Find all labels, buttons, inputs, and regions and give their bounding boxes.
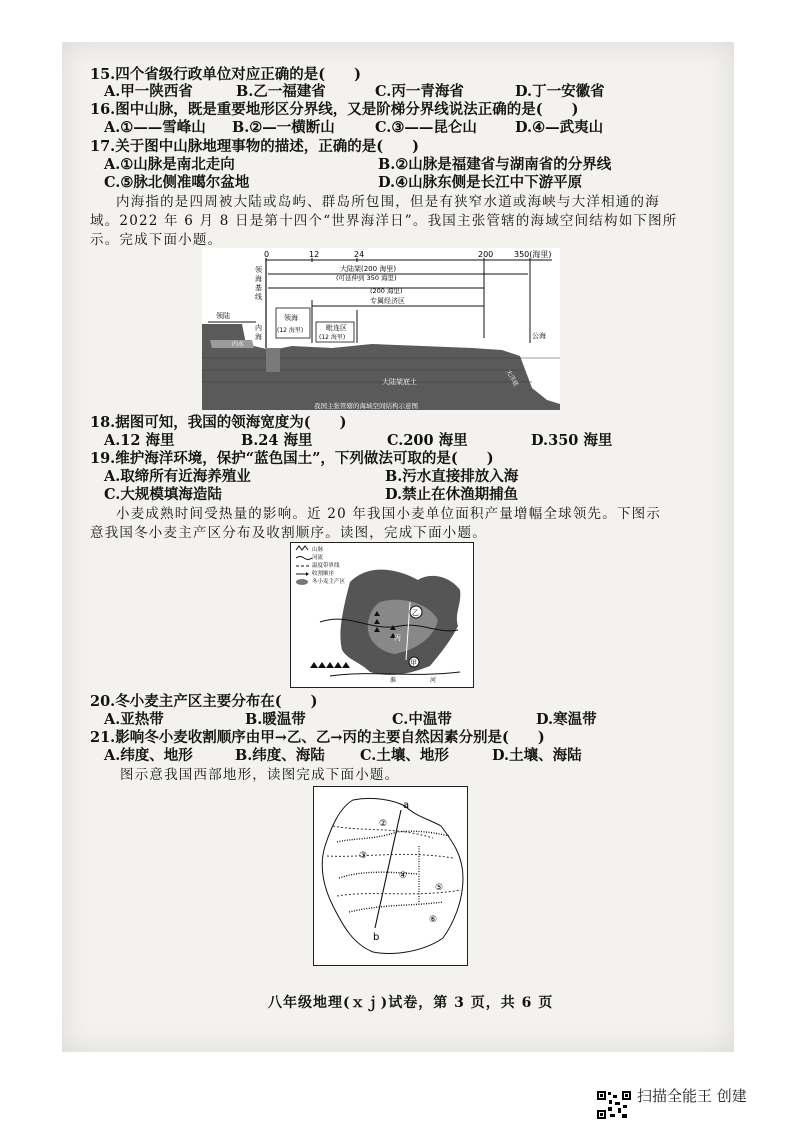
shelf-sub-label: (可延伸到 350 海里)	[336, 274, 397, 282]
svg-text:河流: 河流	[312, 555, 324, 561]
west-terrain-map-figure	[313, 786, 468, 966]
q16-stem: 16.图中山脉，既是重要地形区分界线，又是阶梯分界线说法正确的是( )	[90, 101, 579, 118]
svg-text:山脉: 山脉	[312, 547, 324, 553]
svg-text:③: ③	[359, 851, 368, 861]
tick-24: 24	[354, 250, 365, 259]
q16-option-a: A.①——雪峰山	[104, 119, 206, 136]
label-b: b	[373, 932, 380, 943]
q19-option-a: A.取缔所有近海养殖业	[104, 468, 251, 485]
tick-350: 350(海里)	[514, 250, 552, 259]
q20-stem: 20.冬小麦主产区主要分布在( )	[90, 693, 318, 710]
q18-option-c: C.200 海里	[387, 432, 468, 449]
svg-text:大洋底: 大洋底	[504, 368, 520, 388]
label-a: a	[403, 800, 410, 811]
svg-text:内水: 内水	[232, 341, 245, 348]
q18-stem: 18.据图可知，我国的领海宽度为( )	[90, 414, 347, 431]
shelf-label: 大陆架(200 海里)	[340, 265, 397, 273]
q21-option-c: C.土壤、地形	[360, 747, 449, 764]
sea-intro-line1: 内海指的是四周被大陆或岛屿、群岛所包围，但是有狭窄水道或海峡与大洋相通的海	[116, 194, 660, 210]
svg-text:海: 海	[255, 275, 262, 283]
q20-option-b: B.暖温带	[245, 711, 306, 728]
q16-option-d: D.④—武夷山	[515, 119, 604, 136]
q16-option-c: C.③——昆仑山	[375, 119, 477, 136]
wheat-intro-line2: 意我国冬小麦主产区分布及收割顺序。读图，完成下面小题。	[90, 525, 487, 541]
q15-option-c: C.丙一青海省	[375, 83, 464, 100]
eez-label: 专属经济区	[370, 297, 405, 305]
wheat-label-bing: 丙	[394, 634, 401, 642]
territorial-sea-label: 领海	[284, 314, 298, 322]
q17-option-b: B.②山脉是福建省与湖南省的分界线	[378, 156, 612, 173]
wheat-label-jia: 甲	[410, 659, 417, 667]
svg-text:⑥: ⑥	[429, 915, 438, 925]
q19-option-d: D.禁止在休渔期捕鱼	[385, 486, 519, 503]
contiguous-zone-label: 毗连区	[326, 324, 347, 332]
svg-text:(12 海里): (12 海里)	[319, 334, 346, 341]
q19-stem: 19.维护海洋环境，保护“蓝色国土”，下列做法可取的是( )	[90, 450, 494, 467]
q19-option-c: C.大规模填海造陆	[104, 486, 222, 503]
sea-zone-figure	[202, 248, 560, 410]
page-footer: 八年级地理(ｘｊ)试卷，第 3 页，共 6 页	[268, 995, 554, 1011]
q20-option-d: D.寒温带	[536, 711, 597, 728]
svg-text:⑤: ⑤	[435, 883, 444, 893]
qr-code-icon	[596, 1090, 632, 1126]
q17-option-d: D.④山脉东侧是长江中下游平原	[378, 174, 583, 191]
q15-option-b: B.乙一福建省	[236, 83, 326, 100]
open-sea-label: 公海	[532, 332, 546, 340]
q17-option-c: C.⑤脉北侧准噶尔盆地	[104, 174, 250, 191]
q20-option-a: A.亚热带	[104, 711, 164, 728]
wheat-map-figure	[290, 542, 474, 688]
tick-12: 12	[309, 250, 320, 259]
wheat-label-yi: 乙	[412, 609, 419, 617]
tiny-label: (200 海里)	[370, 287, 403, 295]
svg-text:线: 线	[255, 293, 262, 301]
q17-stem: 17.关于图中山脉地理事物的描述，正确的是( )	[90, 138, 419, 155]
q21-option-b: B.纬度、海陆	[235, 747, 325, 764]
land-label: 领陆	[216, 312, 230, 320]
watermark-text: 扫描全能王 创建	[637, 1087, 747, 1105]
svg-text:基: 基	[255, 284, 262, 292]
q17-option-a: A.①山脉是南北走向	[104, 156, 235, 173]
svg-text:收割顺序: 收割顺序	[312, 571, 335, 577]
svg-text:内: 内	[255, 324, 262, 332]
svg-text:河: 河	[430, 677, 437, 684]
svg-text:温度带界线: 温度带界线	[312, 563, 340, 569]
q15-option-a: A.甲一陕西省	[104, 83, 193, 100]
shelf-bed-label: 大陆架底土	[382, 378, 417, 386]
west-intro: 图示意我国西部地形，读图完成下面小题。	[120, 767, 400, 783]
sea-figure-caption: 我国主张管辖的海域空间结构示意图	[314, 402, 418, 410]
q15-option-d: D.丁一安徽省	[515, 83, 605, 100]
q20-option-c: C.中温带	[392, 711, 452, 728]
q21-option-a: A.纬度、地形	[104, 747, 193, 764]
q21-option-d: D.土壤、海陆	[492, 747, 582, 764]
q21-stem: 21.影响冬小麦收割顺序由甲→乙、乙→丙的主要自然因素分别是( )	[90, 729, 545, 746]
q18-option-b: B.24 海里	[241, 432, 313, 449]
wheat-intro-line1: 小麦成熟时间受热量的影响。近 20 年我国小麦单位面积产量增幅全球领先。下图示	[116, 506, 662, 522]
q15-stem: 15.四个省级行政单位对应正确的是( )	[90, 66, 361, 83]
q18-option-a: A.12 海里	[104, 432, 175, 449]
svg-text:冬小麦主产区: 冬小麦主产区	[312, 579, 346, 585]
svg-text:淮: 淮	[390, 677, 397, 684]
svg-text:海: 海	[255, 333, 262, 341]
q18-option-d: D.350 海里	[531, 432, 613, 449]
sea-intro-line2: 域。2022 年 6 月 8 日是第十四个“世界海洋日”。我国主张管辖的海域空间结构如下图所	[90, 213, 678, 229]
svg-text:②: ②	[379, 819, 388, 829]
svg-text:领: 领	[255, 266, 262, 274]
q16-option-b: B.②—一横断山	[232, 119, 335, 136]
tick-200: 200	[478, 250, 494, 259]
svg-text:(12 海里): (12 海里)	[277, 327, 304, 334]
svg-text:④: ④	[399, 871, 408, 881]
sea-intro-line3: 示。完成下面小题。	[90, 232, 223, 248]
q19-option-b: B.污水直接排放入海	[385, 468, 519, 485]
tick-0: 0	[264, 250, 270, 259]
